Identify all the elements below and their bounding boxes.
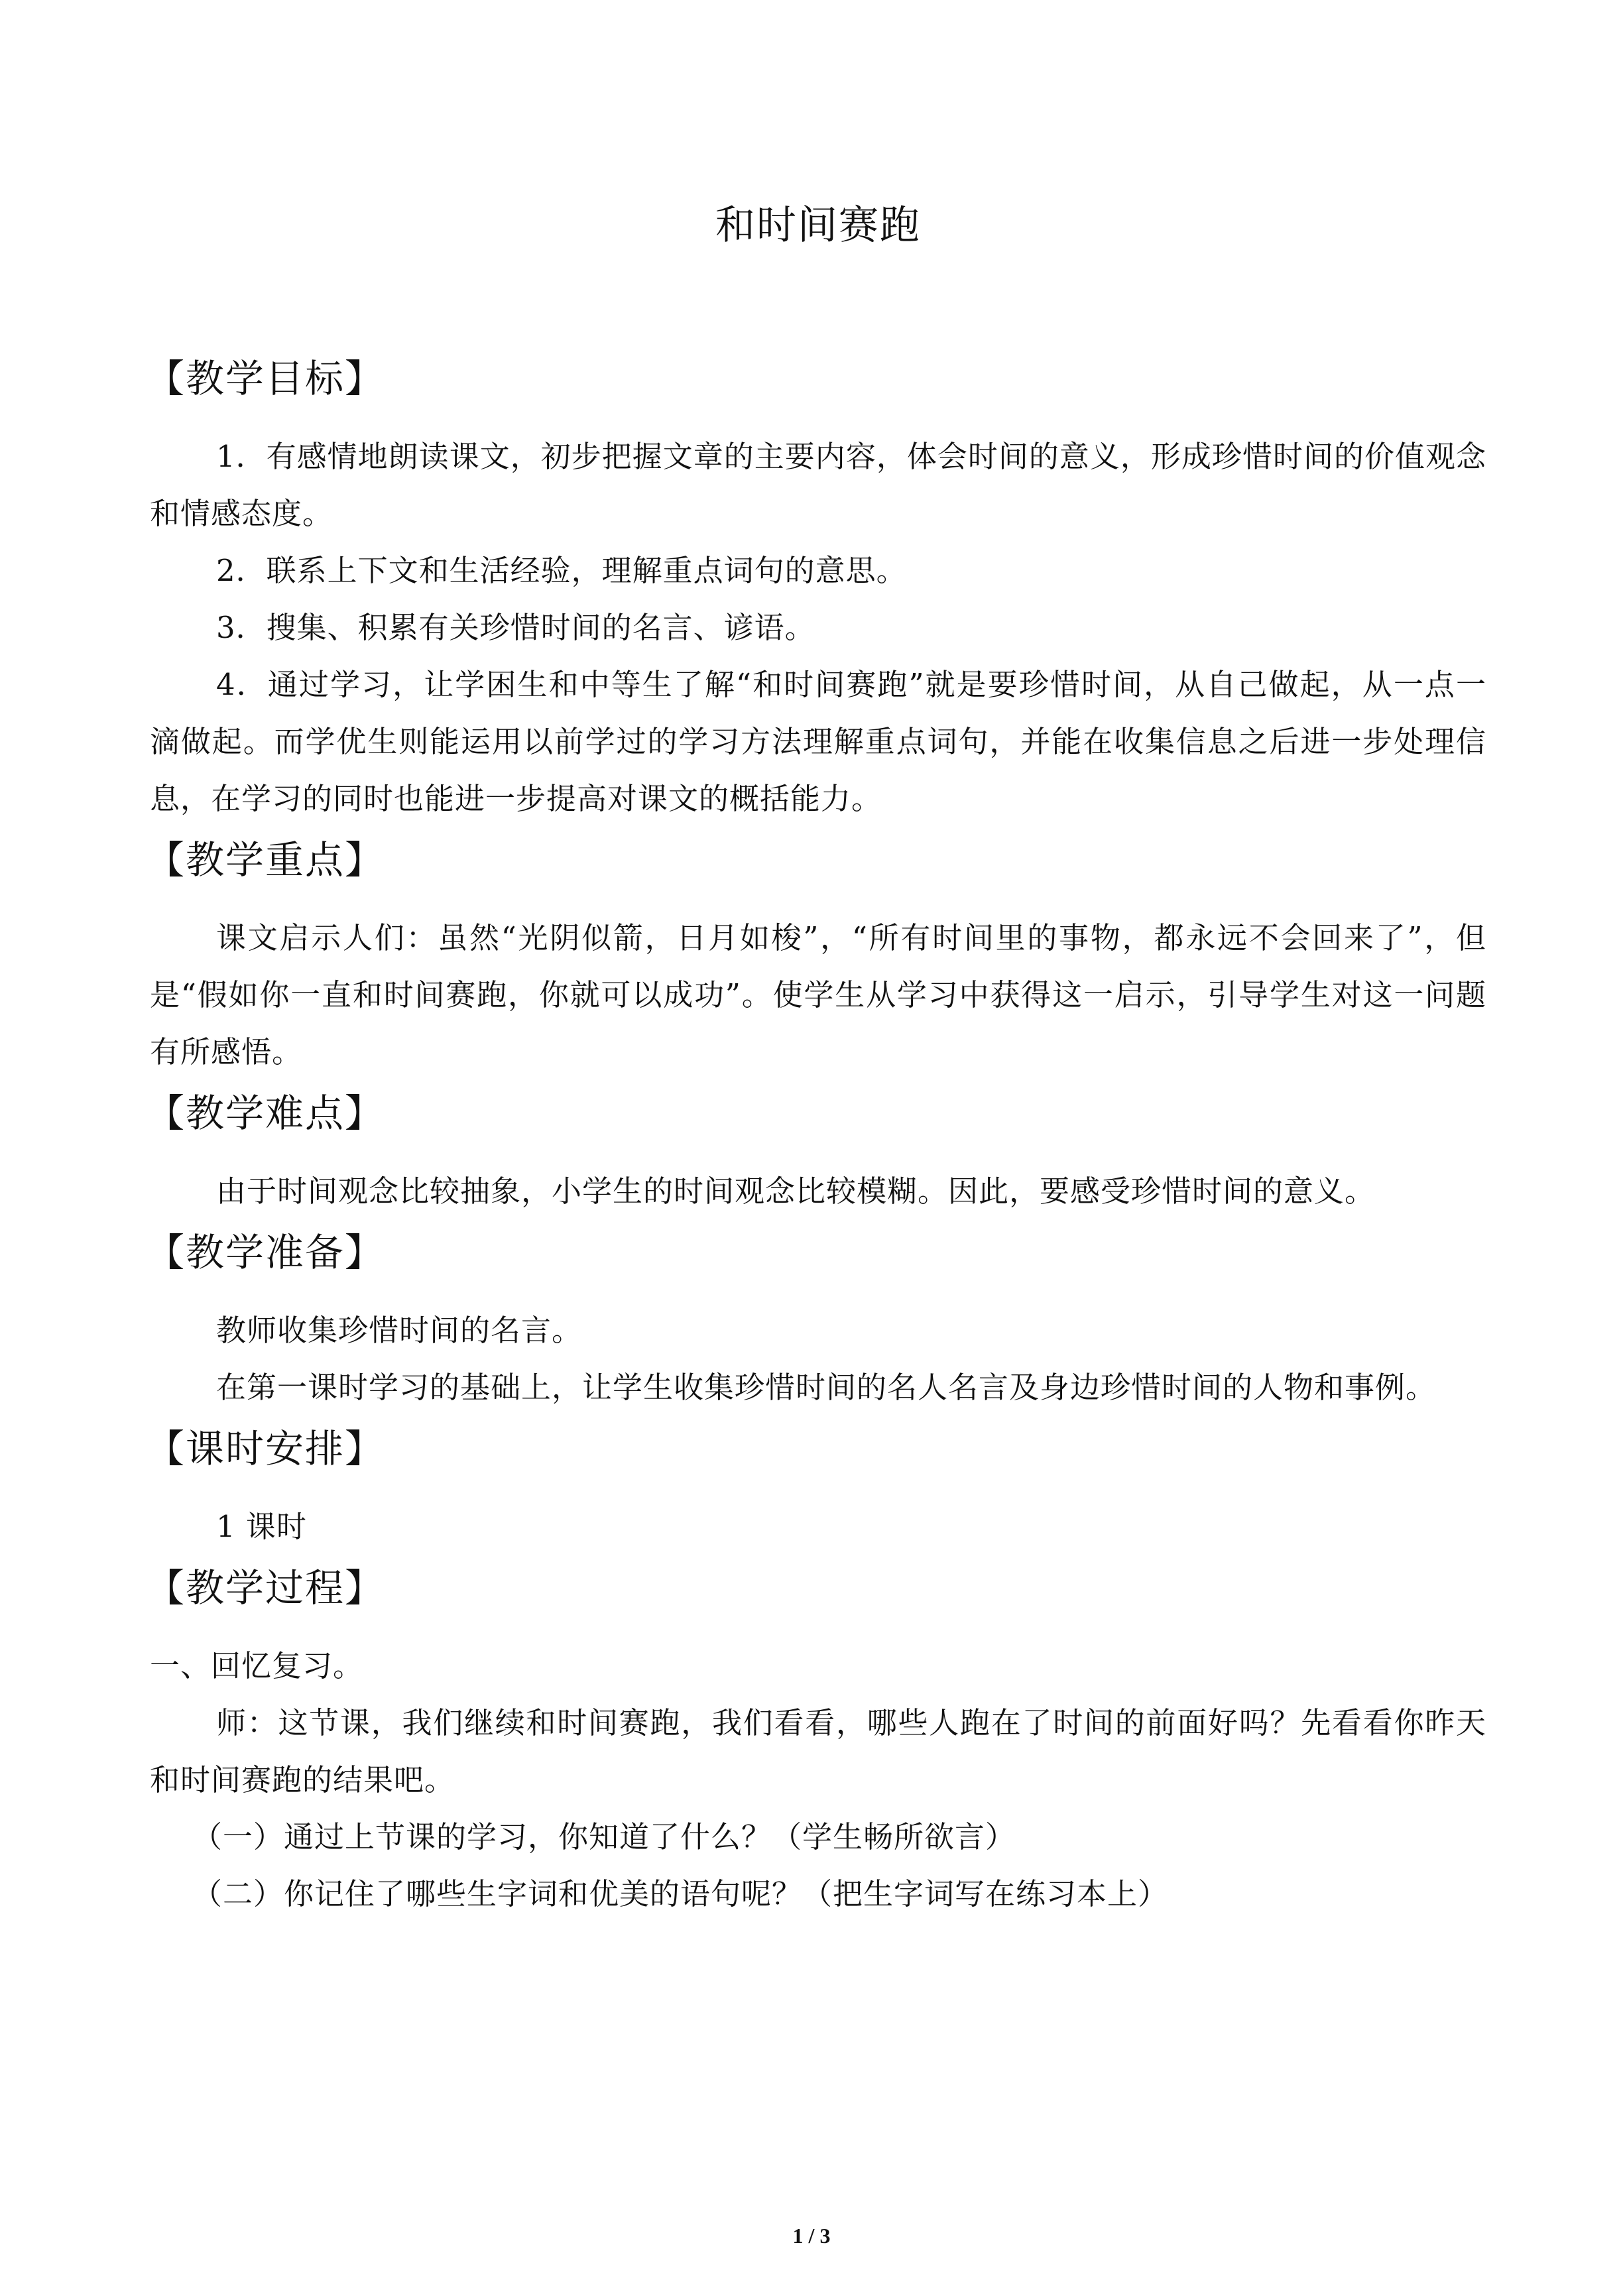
document-title: 和时间赛跑 bbox=[715, 202, 921, 249]
paragraph: 4．通过学习，让学困生和中等生了解“和时间赛跑”就是要珍惜时间，从自己做起，从一点一滴做起。而学优生则能运用以前学过的学习方法理解重点词句，并能在收集信息之后进一步处理信息，在学习的同时也能进一步提高对课文的概括能力。 bbox=[150, 667, 1486, 816]
paragraph: 教师收集珍惜时间的名言。 bbox=[216, 1313, 583, 1348]
section-process bbox=[146, 1561, 1486, 1923]
section-schedule bbox=[146, 1421, 1486, 1555]
section-difficulties bbox=[146, 1086, 1486, 1220]
section-heading: 【教学目标】 bbox=[146, 356, 385, 401]
paragraph: 在第一课时学习的基础上，让学生收集珍惜时间的名人名言及身边珍惜时间的人物和事例。 bbox=[216, 1370, 1437, 1405]
question-item: （一）通过上节课的学习，你知道了什么？（学生畅所欲言） bbox=[192, 1819, 1016, 1854]
section-heading: 【教学过程】 bbox=[146, 1565, 385, 1610]
question-item: （二）你记住了哪些生字词和优美的语句呢？（把生字词写在练习本上） bbox=[192, 1876, 1169, 1911]
process-step-title: 一、回忆复习。 bbox=[150, 1648, 364, 1683]
section-preparation bbox=[146, 1225, 1486, 1416]
document-page bbox=[146, 199, 1486, 1928]
section-heading: 【课时安排】 bbox=[146, 1426, 385, 1471]
section-heading: 【教学准备】 bbox=[146, 1230, 385, 1275]
paragraph: 课文启示人们：虽然“光阴似箭，日月如梭”，“所有时间里的事物，都永远不会回来了”，但是“假如你一直和时间赛跑，你就可以成功”。使学生从学习中获得这一启示，引导学生对这一问题有所感悟。 bbox=[150, 920, 1486, 1069]
page-number: 1 / 3 bbox=[792, 2224, 831, 2248]
paragraph: 3．搜集、积累有关珍惜时间的名言、谚语。 bbox=[216, 610, 815, 645]
paragraph: 由于时间观念比较抽象，小学生的时间观念比较模糊。因此，要感受珍惜时间的意义。 bbox=[216, 1174, 1376, 1209]
paragraph: 师：这节课，我们继续和时间赛跑，我们看看，哪些人跑在了时间的前面好吗？先看看你昨天和时间赛跑的结果吧。 bbox=[150, 1705, 1486, 1797]
section-heading: 【教学难点】 bbox=[146, 1091, 385, 1136]
section-key-points bbox=[146, 833, 1486, 1081]
section-heading: 【教学重点】 bbox=[146, 837, 385, 882]
section-objectives bbox=[146, 351, 1486, 827]
paragraph: 1 课时 bbox=[216, 1509, 307, 1544]
paragraph: 2．联系上下文和生活经验，理解重点词句的意思。 bbox=[216, 553, 907, 588]
paragraph: 1．有感情地朗读课文，初步把握文章的主要内容，体会时间的意义，形成珍惜时间的价值观念和情感态度。 bbox=[150, 439, 1486, 531]
